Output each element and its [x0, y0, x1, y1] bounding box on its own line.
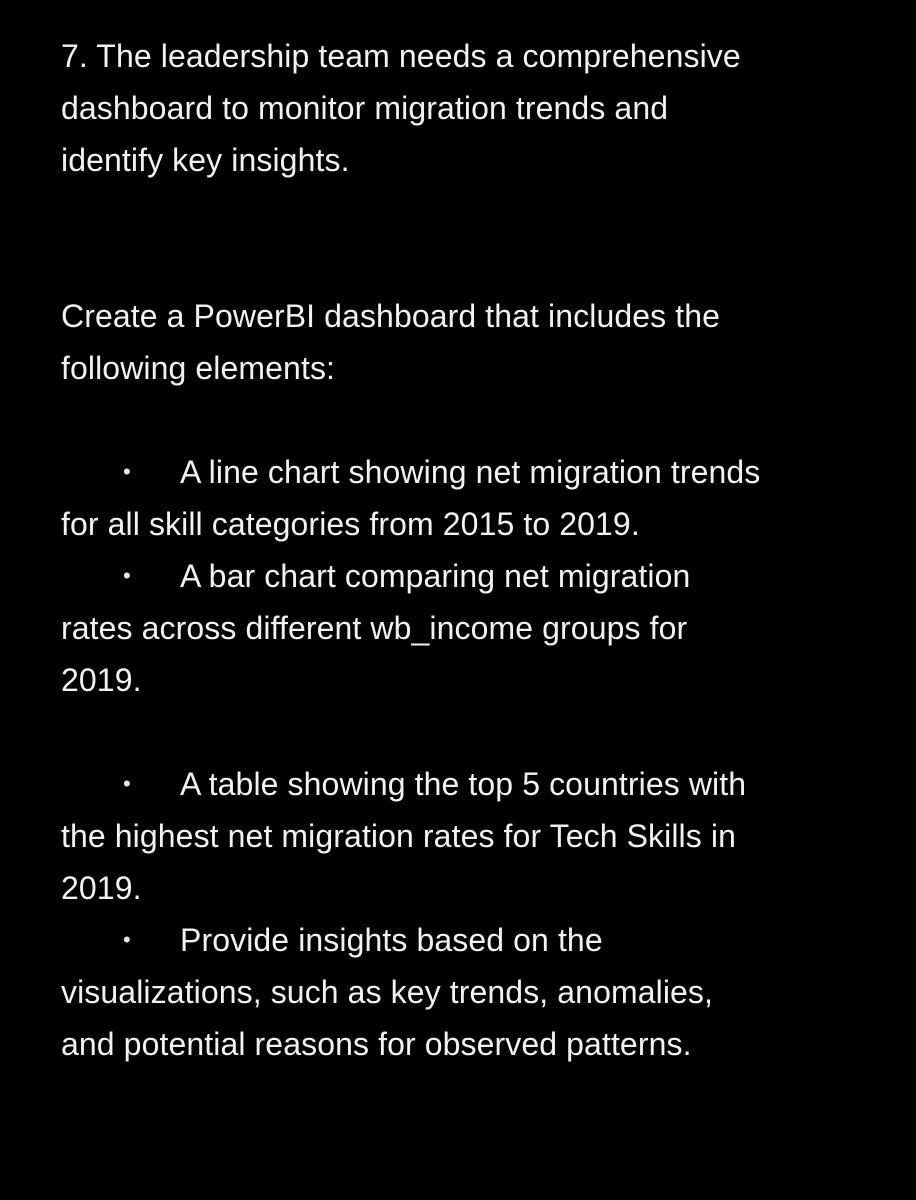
bullet-text-line-1: A line chart showing net migration trends [180, 454, 761, 490]
bullet-text-line-3: and potential reasons for observed patterns. [61, 1026, 692, 1062]
bullet-marker: • [123, 771, 131, 796]
bullet-text-line-2: the highest net migration rates for Tech Skills in [61, 818, 736, 854]
intro-line-3: identify key insights. [61, 142, 350, 178]
bullet-text-line-2: rates across different wb_income groups for [61, 610, 688, 646]
bullet-text-line-1: A table showing the top 5 countries with [180, 766, 747, 802]
bullet-text-line-2: for all skill categories from 2015 to 2019. [61, 506, 640, 542]
task-line-1: Create a PowerBI dashboard that includes the [61, 298, 721, 334]
intro-line-2: dashboard to monitor migration trends and [61, 90, 669, 126]
bullet-marker: • [123, 459, 131, 484]
bullet-text-line-3: 2019. [61, 870, 142, 906]
intro-line-1: 7. The leadership team needs a comprehensive [61, 38, 741, 74]
bullet-text-line-1: Provide insights based on the [180, 922, 603, 958]
bullet-text-line-1: A bar chart comparing net migration [180, 558, 691, 594]
bullet-text-line-2: visualizations, such as key trends, anomalies, [61, 974, 714, 1010]
bullet-marker: • [123, 563, 131, 588]
bullet-text-line-3: 2019. [61, 662, 142, 698]
task-line-2: following elements: [61, 350, 336, 386]
bullet-marker: • [123, 927, 131, 952]
